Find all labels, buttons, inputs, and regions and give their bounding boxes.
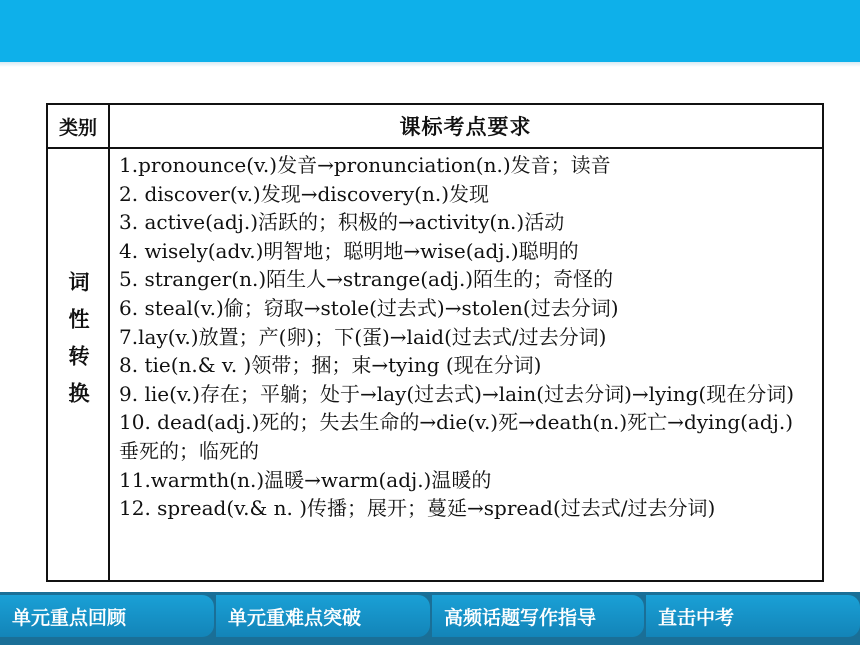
nav-tab-exam-focus[interactable]: 直击中考: [646, 595, 860, 637]
list-item: 1.pronounce(v.)发音→pronunciation(n.)发音；读音: [119, 153, 611, 177]
list-item: 3. active(adj.)活跃的；积极的→activity(n.)活动: [119, 210, 565, 235]
list-item: 12. spread(v.& n. )传播；展开；蔓延→spread(过去式/过去分词): [119, 496, 716, 521]
list-item: 11.warmth(n.)温暖→warm(adj.)温暖的: [119, 467, 492, 492]
list-item: 5. stranger(n.)陌生人→strange(adj.)陌生的；奇怪的: [119, 267, 614, 292]
vocab-table: [46, 103, 824, 582]
list-item: 9. lie(v.)存在；平躺；处于→lay(过去式)→lain(过去分词)→lying(现在分词): [119, 381, 795, 406]
column-divider: [108, 105, 110, 580]
bottom-nav: [0, 592, 860, 645]
category-label: 词性转换: [66, 270, 90, 419]
list-item: 2. discover(v.)发现→discovery(n.)发现: [119, 181, 490, 206]
word-list: [119, 151, 819, 523]
list-item: 4. wisely(adv.)明智地；聪明地→wise(adj.)聪明的: [119, 238, 579, 263]
nav-tab-writing-guide[interactable]: 高频话题写作指导: [432, 595, 644, 637]
category-cell: [48, 149, 108, 580]
header-requirement: 课标考点要求: [399, 115, 532, 139]
list-item: 6. steal(v.)偷；窃取→stole(过去式)→stolen(过去分词): [119, 295, 619, 320]
banner-divider: [0, 62, 860, 67]
top-banner: [0, 0, 860, 62]
nav-tab-key-difficulties[interactable]: 单元重难点突破: [216, 595, 430, 637]
list-item: 7.lay(v.)放置；产(卵)；下(蛋)→laid(过去式/过去分词): [119, 324, 607, 349]
list-item: 8. tie(n.& v. )领带；捆；束→tying (现在分词): [119, 353, 542, 378]
header-divider: [48, 147, 822, 149]
list-item: 10. dead(adj.)死的；失去生命的→die(v.)死→death(n.)死亡→dying(adj.)垂死的；临死的: [119, 410, 794, 463]
nav-tab-unit-review[interactable]: 单元重点回顾: [0, 595, 214, 637]
header-category: 类别: [58, 116, 97, 139]
